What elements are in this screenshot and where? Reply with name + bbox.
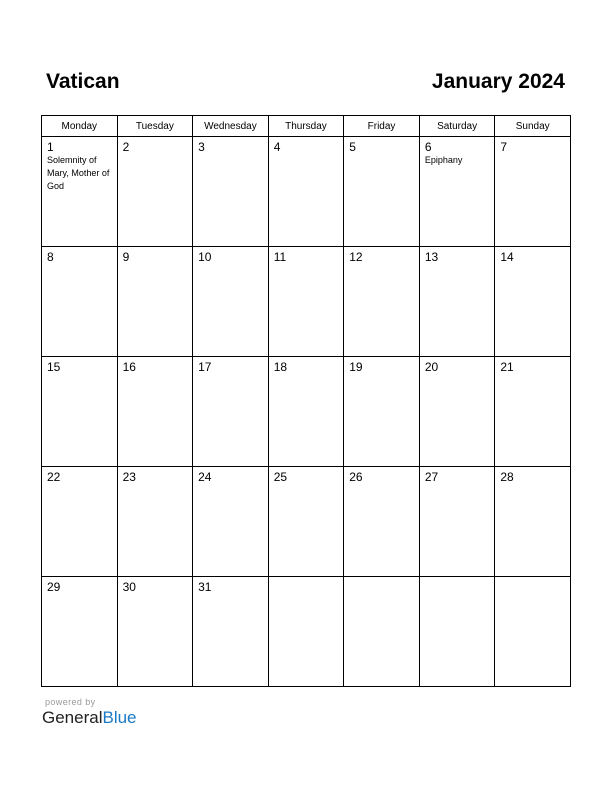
weekday-header: Monday <box>42 116 118 137</box>
day-cell <box>495 137 571 247</box>
weekday-header: Saturday <box>419 116 495 137</box>
day-number: 5 <box>349 140 356 154</box>
day-number: 15 <box>47 360 61 374</box>
day-number: 19 <box>349 360 363 374</box>
day-cell <box>495 467 571 577</box>
day-cell <box>193 247 269 357</box>
day-cell <box>42 467 118 577</box>
day-number: 1 <box>47 140 54 154</box>
day-number: 30 <box>122 580 136 594</box>
day-number: 6 <box>424 140 432 154</box>
day-number: 27 <box>424 470 439 484</box>
day-number: 3 <box>198 140 205 154</box>
day-cell <box>268 467 344 577</box>
week-row <box>42 137 571 247</box>
day-number: 4 <box>273 140 281 154</box>
day-cell <box>419 247 495 357</box>
day-number: 23 <box>122 470 136 484</box>
day-number: 11 <box>273 250 287 264</box>
day-cell <box>268 357 344 467</box>
day-number: 17 <box>198 360 212 374</box>
day-cell <box>42 357 118 467</box>
weekday-header: Wednesday <box>193 116 269 137</box>
day-cell <box>268 247 344 357</box>
day-number: 29 <box>47 580 61 594</box>
day-cell-empty <box>495 577 571 687</box>
day-cell <box>42 137 118 247</box>
weekday-header: Tuesday <box>117 116 193 137</box>
weekday-header: Thursday <box>268 116 344 137</box>
day-cell-empty <box>268 577 344 687</box>
day-number: 24 <box>198 470 212 484</box>
day-number: 7 <box>500 140 508 154</box>
day-number: 18 <box>273 360 288 374</box>
day-number: 16 <box>122 360 136 374</box>
brand-blue: Blue <box>102 708 137 727</box>
weekday-header-row <box>42 116 571 137</box>
day-number: 28 <box>500 470 514 484</box>
day-cell <box>42 577 118 687</box>
calendar-grid <box>41 115 571 687</box>
generalblue-logo[interactable] <box>42 708 137 728</box>
day-number: 12 <box>349 250 363 264</box>
day-cell <box>117 357 193 467</box>
day-cell <box>193 137 269 247</box>
day-number: 13 <box>424 250 439 264</box>
holiday-label: Solemnity of Mary, Mother of God <box>47 155 110 191</box>
day-number: 8 <box>47 250 54 264</box>
day-cell <box>117 467 193 577</box>
day-cell <box>42 247 118 357</box>
day-cell <box>495 247 571 357</box>
day-cell <box>344 247 420 357</box>
day-number: 10 <box>198 250 212 264</box>
day-cell-empty <box>419 577 495 687</box>
day-cell <box>193 357 269 467</box>
day-cell <box>419 137 495 247</box>
powered-by-text: powered by <box>45 697 96 707</box>
day-cell <box>419 357 495 467</box>
day-cell <box>344 467 420 577</box>
day-number: 22 <box>47 470 61 484</box>
day-cell <box>193 577 269 687</box>
month-year-title: January 2024 <box>431 70 565 93</box>
week-row <box>42 357 571 467</box>
holiday-label: Epiphany <box>424 155 463 165</box>
day-cell <box>344 137 420 247</box>
day-number: 20 <box>424 360 439 374</box>
week-row <box>42 467 571 577</box>
day-cell <box>419 467 495 577</box>
day-cell <box>117 247 193 357</box>
brand-general: General <box>42 708 103 727</box>
week-row <box>42 577 571 687</box>
day-cell-empty <box>344 577 420 687</box>
day-number: 2 <box>122 140 130 154</box>
day-number: 21 <box>500 360 514 374</box>
day-number: 26 <box>349 470 363 484</box>
day-number: 14 <box>500 250 514 264</box>
day-number: 25 <box>273 470 288 484</box>
weekday-header: Sunday <box>495 116 571 137</box>
weekday-header: Friday <box>344 116 420 137</box>
day-cell <box>268 137 344 247</box>
week-row <box>42 247 571 357</box>
day-cell <box>117 577 193 687</box>
footer-branding <box>42 697 137 728</box>
day-number: 31 <box>198 580 212 594</box>
day-cell <box>495 357 571 467</box>
day-number: 9 <box>122 250 130 264</box>
day-cell <box>193 467 269 577</box>
country-title: Vatican <box>46 70 120 93</box>
day-cell <box>117 137 193 247</box>
day-cell <box>344 357 420 467</box>
